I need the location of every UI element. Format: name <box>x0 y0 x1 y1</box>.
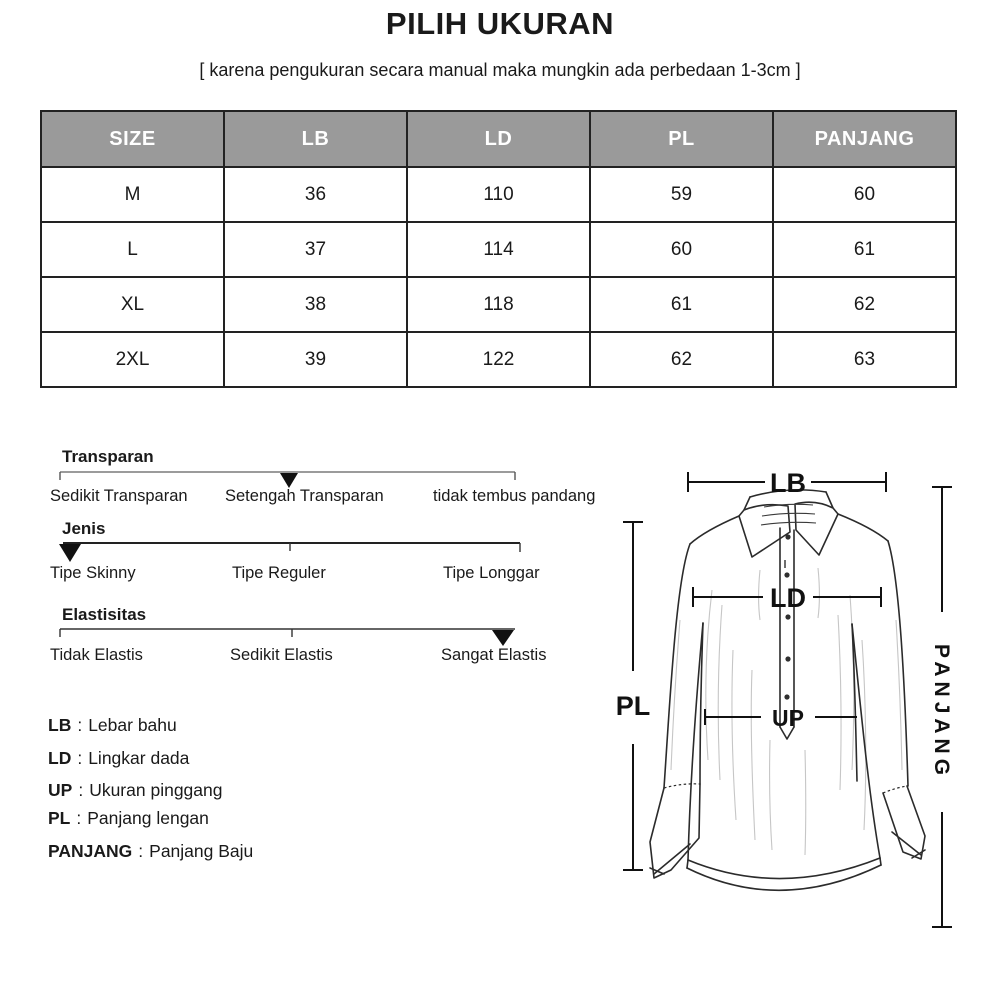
marker-triangle-icon <box>280 473 298 488</box>
legend-desc: Lingkar dada <box>88 748 190 768</box>
legend-separator: : <box>78 780 84 800</box>
scale-line-jenis <box>55 536 525 566</box>
cell-size: 2XL <box>41 332 224 387</box>
table-row <box>41 167 956 222</box>
cell-pl: 59 <box>590 167 773 222</box>
placket-buttons <box>784 534 790 699</box>
panjang-label: PANJANG <box>930 643 953 781</box>
cell-ld: 122 <box>407 332 590 387</box>
scale-label: Tipe Longgar <box>443 564 540 582</box>
legend-abbr: PANJANG <box>48 841 133 861</box>
legend-separator: : <box>77 715 83 735</box>
legend-item-up <box>48 780 222 801</box>
page-title: PILIH UKURAN <box>385 6 615 41</box>
shirt-measurement-diagram <box>600 440 1000 960</box>
legend-desc: Panjang lengan <box>87 808 209 828</box>
cell-ld: 114 <box>407 222 590 277</box>
table-row <box>41 277 956 332</box>
cell-panjang: 61 <box>773 222 956 277</box>
marker-triangle-icon <box>492 630 514 646</box>
cell-panjang: 60 <box>773 167 956 222</box>
scale-label: Sedikit Transparan <box>50 487 188 505</box>
pl-label: PL <box>615 691 651 721</box>
legend-separator: : <box>76 808 82 828</box>
table-row <box>41 222 956 277</box>
scale-label: Tipe Reguler <box>232 564 326 582</box>
legend-abbr: LB <box>48 715 72 735</box>
scale-heading-elastisitas: Elastisitas <box>62 605 147 624</box>
col-header-ld: LD <box>407 111 590 167</box>
cell-lb: 37 <box>224 222 407 277</box>
lb-label: LB <box>770 468 806 498</box>
ld-label: LD <box>770 583 806 613</box>
cell-pl: 60 <box>590 222 773 277</box>
legend-abbr: UP <box>48 780 73 800</box>
marker-triangle-icon <box>59 544 81 562</box>
cell-panjang: 63 <box>773 332 956 387</box>
cell-ld: 118 <box>407 277 590 332</box>
scale-label: Tipe Skinny <box>50 564 136 582</box>
up-label: UP <box>772 705 804 731</box>
legend-desc: Panjang Baju <box>149 841 254 861</box>
legend-desc: Lebar bahu <box>88 715 177 735</box>
page-subtitle: [ karena pengukuran secara manual maka mungkin ada perbedaan 1-3cm ] <box>199 60 801 80</box>
size-table-header-row <box>41 111 956 167</box>
legend-separator: : <box>77 748 83 768</box>
legend-item-ld <box>48 748 189 769</box>
shirt-outline <box>650 490 925 890</box>
scale-label: Setengah Transparan <box>225 487 384 505</box>
scale-label: Sangat Elastis <box>441 646 547 664</box>
scale-heading-jenis: Jenis <box>62 519 106 538</box>
cell-panjang: 62 <box>773 277 956 332</box>
col-header-panjang: PANJANG <box>773 111 956 167</box>
col-header-size: SIZE <box>41 111 224 167</box>
legend-abbr: LD <box>48 748 72 768</box>
cell-lb: 39 <box>224 332 407 387</box>
legend-desc: Ukuran pinggang <box>89 780 223 800</box>
col-header-lb: LB <box>224 111 407 167</box>
legend-item-lb <box>48 715 177 736</box>
scale-label: Tidak Elastis <box>50 646 143 664</box>
cell-lb: 38 <box>224 277 407 332</box>
cell-size: XL <box>41 277 224 332</box>
size-table <box>40 110 957 388</box>
legend-item-pl <box>48 808 209 829</box>
cell-size: L <box>41 222 224 277</box>
scale-heading-transparan: Transparan <box>62 447 154 466</box>
legend-separator: : <box>138 841 144 861</box>
table-row <box>41 332 956 387</box>
cell-pl: 62 <box>590 332 773 387</box>
legend-abbr: PL <box>48 808 71 828</box>
cell-lb: 36 <box>224 167 407 222</box>
cell-ld: 110 <box>407 167 590 222</box>
cell-pl: 61 <box>590 277 773 332</box>
legend-item-panjang <box>48 841 253 862</box>
cell-size: M <box>41 167 224 222</box>
scale-label: tidak tembus pandang <box>433 487 596 505</box>
col-header-pl: PL <box>590 111 773 167</box>
scale-label: Sedikit Elastis <box>230 646 333 664</box>
